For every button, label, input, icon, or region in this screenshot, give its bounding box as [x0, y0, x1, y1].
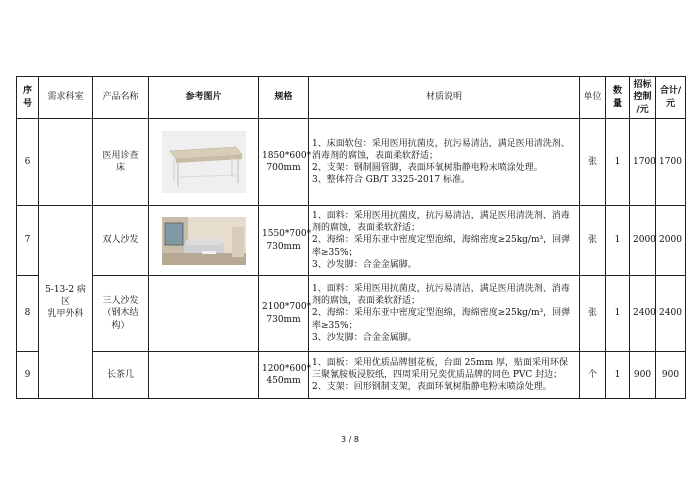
spec-text: 2100*700* 730mm	[262, 302, 312, 325]
row-image	[149, 206, 259, 276]
row-price: 2400	[630, 276, 656, 352]
row-image	[149, 119, 259, 206]
product-name: 医用诊查 床	[102, 150, 139, 173]
row-material	[309, 206, 580, 276]
row-qty: 1	[606, 206, 630, 276]
spec-text: 1200*600* 450mm	[262, 363, 312, 386]
table-row	[17, 276, 686, 352]
table-row	[17, 206, 686, 276]
row-material	[309, 276, 580, 352]
exam-bed-image	[162, 131, 246, 193]
dept-text: 5-13-2 病区 乳甲外科	[45, 284, 86, 320]
row-spec	[259, 119, 312, 206]
sofa-room-image	[162, 217, 246, 265]
header-image: 参考图片	[149, 77, 259, 119]
header-material: 材质说明	[309, 77, 580, 119]
row-price: 900	[630, 352, 656, 399]
table-row	[17, 119, 686, 206]
row-spec	[259, 352, 312, 399]
spec-text: 1550*700* 730mm	[262, 229, 312, 252]
row-unit: 张	[580, 276, 606, 352]
row-product: 长茶几	[93, 352, 149, 399]
header-total-label: 合计/ 元	[659, 86, 682, 109]
header-qty: 数量	[606, 77, 630, 119]
row-unit: 个	[580, 352, 606, 399]
header-row	[17, 77, 686, 119]
material-text: 1、床面软包：采用医用抗菌皮，抗污易清洁，满足医用清洗剂、消毒剂的腐蚀，表面柔软舒适； 2、支架：钢制圆管脚，表面环氧树脂静电粉末喷涂处理。 3、整体符合 GB/T 3325-2017 标准。	[312, 138, 570, 186]
dept-cell	[39, 206, 93, 399]
row-image-empty	[149, 276, 259, 352]
row-no: 9	[17, 352, 39, 399]
header-unit: 单位	[580, 77, 606, 119]
row-material	[309, 352, 580, 399]
row-total: 2000	[656, 206, 686, 276]
row-price: 2000	[630, 206, 656, 276]
row-no: 7	[17, 206, 39, 276]
row-qty: 1	[606, 352, 630, 399]
header-no	[17, 77, 39, 119]
row-no: 8	[17, 276, 39, 352]
row-spec	[259, 276, 312, 352]
row-dept-empty	[39, 119, 93, 206]
table-row	[17, 352, 686, 399]
header-price-label: 招标 控制 /元	[633, 80, 652, 115]
row-unit: 张	[580, 206, 606, 276]
row-product	[93, 276, 149, 352]
row-image-empty	[149, 352, 259, 399]
product-name: 三人沙发 （钢木结 构）	[102, 296, 139, 331]
header-product: 产品名称	[93, 77, 149, 119]
material-text: 1、面料：采用医用抗菌皮，抗污易清洁，满足医用清洗剂、消毒剂的腐蚀，表面柔软舒适； 2、海绵：采用东亚中密度定型泡绵，海绵密度≥25kg/m³，回弹率≥35%； 3、沙发脚：合金金属脚。	[312, 211, 571, 270]
row-unit: 张	[580, 119, 606, 206]
row-qty: 1	[606, 276, 630, 352]
header-price	[630, 77, 656, 119]
material-text: 1、面料：采用医用抗菌皮，抗污易清洁，满足医用清洗剂、消毒剂的腐蚀，表面柔软舒适； 2、海绵：采用东亚中密度定型泡绵，海绵密度≥25kg/m³，回弹率≥35%； 3、沙发脚：合金金属脚。	[312, 284, 571, 343]
header-dept: 需求科室	[39, 77, 93, 119]
header-spec: 规格	[259, 77, 309, 119]
page-number: 3 / 8	[341, 435, 359, 444]
row-spec	[259, 206, 312, 276]
row-total: 1700	[656, 119, 686, 206]
row-total: 900	[656, 352, 686, 399]
row-product	[93, 119, 149, 206]
row-product: 双人沙发	[93, 206, 149, 276]
row-material	[309, 119, 580, 206]
row-price: 1700	[630, 119, 656, 206]
header-total	[656, 77, 686, 119]
product-spec-table	[16, 76, 686, 399]
row-total: 2400	[656, 276, 686, 352]
header-no-label: 序 号	[22, 86, 32, 109]
row-qty: 1	[606, 119, 630, 206]
material-text: 1、面板：采用优质品牌刨花板，台面 25mm 厚，贴面采用环保三聚氰胺板浸胶纸，四周采用兄奕优质品牌的同色 PVC 封边； 2、支架：回形钢制支架，表面环氧树脂静电粉末喷涂处理。	[312, 357, 568, 393]
spec-text: 1850*600* 700mm	[262, 150, 312, 173]
row-no: 6	[17, 119, 39, 206]
